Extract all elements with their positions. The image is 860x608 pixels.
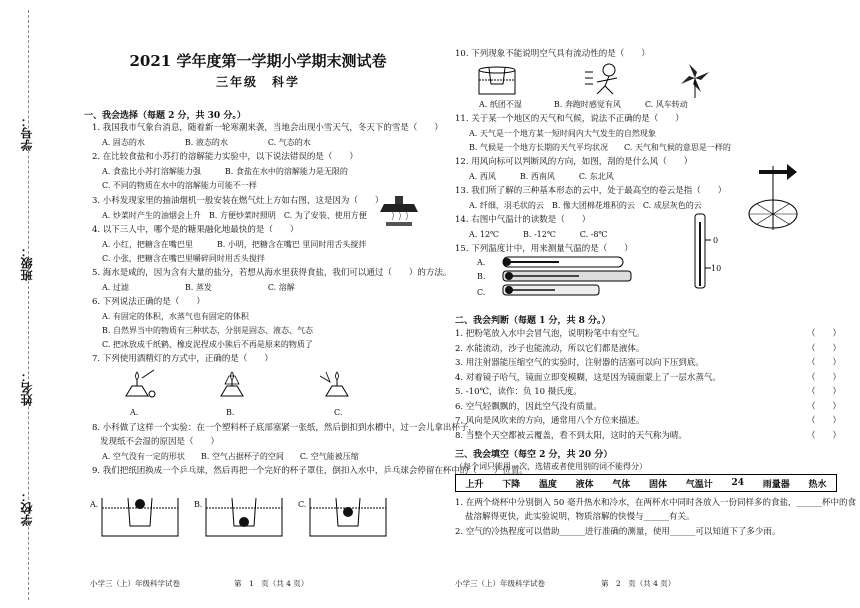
word-bank-item: 温度 bbox=[538, 479, 557, 490]
judgement-item bbox=[455, 386, 847, 399]
word-bank-item: 雨量器 bbox=[762, 479, 790, 490]
question-13-options: A. 纤细，羽毛状的云 B. 像大团棉花堆积的云 C. 成层灰色的云 bbox=[469, 201, 702, 210]
question-8: 8. 小科做了这样一个实验：在一个塑料杯子底部塞紧一张纸，然后倒扣到水槽中，过一会儿拿出杯子， bbox=[92, 423, 477, 433]
question-5-options: A. 过滤 B. 蒸发 C. 溶解 bbox=[102, 283, 295, 292]
question-11: 11. 关于某一个地区的天气和气候，说法不正确的是（ ） bbox=[455, 114, 684, 124]
question-11-options-bc: B. 气候是一个地方长期的天气平均状况 C. 天气和气候的意思是一样的 bbox=[469, 143, 731, 152]
question-4-option-c: C. 小张，把糖含在嘴巴里嚼碎同时用舌头搅拌 bbox=[102, 254, 265, 263]
fill-question-1-line2: 盐溶解得更快，此实验说明，物质溶解的快慢与______有关。 bbox=[465, 512, 695, 522]
answer-bracket[interactable]: （ ） bbox=[806, 401, 841, 412]
range-hood-figure bbox=[378, 196, 420, 230]
section-2-title: 二、我会判断（每题 1 分，共 8 分。） bbox=[455, 316, 611, 326]
question-2-option-c: C. 不同的物质在水中的溶解能力可能不一样 bbox=[102, 181, 257, 190]
question-2-options-ab: A. 食盐比小苏打溶解能力强 B. 食盐在水中的溶解能力是无限的 bbox=[102, 167, 348, 176]
alcohol-lamp-a-figure bbox=[118, 368, 158, 400]
question-6: 6. 下列说法正确的是（ ） bbox=[92, 297, 205, 307]
question-12-options: A. 西风 B. 西南风 C. 东北风 bbox=[469, 172, 614, 181]
footer-left-page: 第 1 页（共 4 页） bbox=[234, 579, 309, 588]
question-9-label-b: B. bbox=[194, 500, 203, 509]
student-id-label: 学号： bbox=[20, 115, 34, 151]
fill-question-2: 2. 空气的冷热程度可以借助______进行准确的测量，使用______可以知道下了多少雨。 bbox=[455, 527, 781, 537]
question-9-label-a: A. bbox=[90, 500, 99, 509]
question-15-label-c: C. bbox=[477, 288, 486, 297]
question-7: 7. 下列使用酒精灯的方式中，正确的是（ ） bbox=[92, 354, 273, 364]
cup-in-water-a-figure bbox=[100, 496, 180, 538]
question-13: 13. 我们所了解的三种基本形态的云中，处于最高空的卷云是指（ ） bbox=[455, 186, 727, 196]
judgement-text: 6. 空气轻飘飘的，因此空气没有质量。 bbox=[455, 401, 602, 412]
judgement-text: 3. 用注射器能压缩空气的实验时，注射器的活塞可以向下压到底。 bbox=[455, 358, 704, 368]
word-bank-item: 下降 bbox=[502, 479, 521, 490]
question-14: 14. 右图中气温计的读数是（ ） bbox=[455, 215, 591, 225]
word-bank bbox=[455, 474, 837, 492]
answer-bracket[interactable]: （ ） bbox=[806, 430, 841, 441]
question-15-label-b: B. bbox=[477, 272, 486, 281]
question-15: 15. 下列温度计中，用来测量气温的是（ ） bbox=[455, 244, 633, 254]
question-7-label-c: C. bbox=[334, 408, 343, 417]
section-1-title: 一、我会选择（每题 2 分，共 30 分。） bbox=[84, 111, 246, 121]
question-9-label-c: C. bbox=[298, 500, 307, 509]
question-8-line2: 发现纸不会湿的原因是（ ） bbox=[100, 437, 220, 447]
word-bank-item: 气体 bbox=[612, 479, 631, 490]
question-4: 4. 以下三人中，哪个是的糖果融化地最快的是（ ） bbox=[92, 225, 299, 235]
question-6-option-b: B. 自然界当中的物质有三种状态，分别是固态、液态、气态 bbox=[102, 326, 313, 335]
binding-strip bbox=[0, 0, 60, 608]
fill-question-1-line1: 1. 在两个烧杯中分别倒入 50 毫升热水和冷水，在两杯水中同时各放入一份同样多的食盐，______杯中的食 bbox=[455, 498, 857, 508]
question-15-label-a: A. bbox=[477, 258, 486, 267]
judgement-text: 4. 对着镜子哈气，镜面立即变模糊，这是因为镜面蒙上了一层水蒸气。 bbox=[455, 372, 721, 383]
pinwheel-figure bbox=[675, 62, 715, 98]
judgement-item bbox=[455, 401, 847, 414]
vertical-thermometer-figure bbox=[691, 212, 727, 292]
judgement-item bbox=[455, 415, 847, 428]
alcohol-lamp-b-figure bbox=[213, 368, 253, 400]
word-bank-item: 液体 bbox=[575, 479, 594, 490]
judgement-item bbox=[455, 328, 847, 341]
word-bank-item: 上升 bbox=[465, 479, 484, 490]
school-label: 学校： bbox=[20, 490, 34, 526]
question-8-options: A. 空气没有一定的形状 B. 空气占据杯子的空间 C. 空气能被压缩 bbox=[102, 452, 359, 461]
word-bank-item: 24 bbox=[731, 478, 745, 488]
alcohol-lamp-c-figure bbox=[318, 368, 358, 400]
judgement-text: 7. 风向是风吹来的方向，通常用八个方位来描述。 bbox=[455, 416, 645, 426]
exam-title: 2021 学年度第一学期小学期末测试卷 bbox=[129, 52, 387, 70]
question-3: 3. 小科发现家里的抽油烟机一般安装在燃气灶上方如右图，这是因为（ ） bbox=[92, 196, 384, 206]
answer-bracket[interactable]: （ ） bbox=[806, 372, 841, 383]
judgement-item bbox=[455, 343, 847, 356]
cup-in-water-c-figure bbox=[308, 496, 388, 538]
thermometer-tick-0: 0 bbox=[713, 236, 719, 245]
question-5: 5. 海水是咸的，因为含有大量的盐分，若想从海水里获得食盐，我们可以通过（ ）的方法。 bbox=[92, 268, 452, 278]
question-1-options: A. 固态的水 B. 液态的水 C. 气态的水 bbox=[102, 138, 311, 147]
answer-bracket[interactable]: （ ） bbox=[806, 343, 841, 354]
question-14-options: A. 12℃ B. -12℃ C. -8℃ bbox=[469, 230, 608, 239]
judgement-text: 8. 当整个天空都被云覆盖，看不到太阳，这时的天气称为晴。 bbox=[455, 430, 687, 441]
question-12: 12. 用风向标可以判断风的方向，如图，刮的是什么风（ ） bbox=[455, 157, 693, 167]
word-bank-item: 固体 bbox=[649, 479, 668, 490]
cup-in-water-b-figure bbox=[204, 496, 284, 538]
footer-right-title: 小学三（上）年级科学试卷 bbox=[455, 579, 545, 588]
judgement-text: 2. 水能流动，沙子也能流动，所以它们都是液体。 bbox=[455, 343, 645, 354]
footer-left-title: 小学三（上）年级科学试卷 bbox=[90, 579, 180, 588]
question-2: 2. 在比较食盐和小苏打的溶解能力实验中，以下说法错误的是（ ） bbox=[92, 152, 358, 162]
question-10-options: A. 纸团不湿 B. 奔跑时感觉有风 C. 风车转动 bbox=[479, 100, 688, 109]
question-1: 1. 我国我市气象台消息，随着新一轮寒潮来袭，当地会出现小雪天气，冬天下的雪是（ ） bbox=[92, 123, 443, 133]
running-boy-figure bbox=[583, 62, 629, 98]
judgement-item bbox=[455, 372, 847, 385]
thermometer-tick-10: 10 bbox=[711, 264, 722, 273]
exam-subtitle: 三年级 科学 bbox=[215, 75, 300, 89]
question-3-options: A. 炒菜时产生的油烟会上升 B. 方便炒菜时照明 C. 为了安装、使用方便 bbox=[102, 211, 367, 220]
judgement-text: 5. -10℃，读作：负 10 摄氏度。 bbox=[455, 387, 582, 397]
judgement-item bbox=[455, 430, 847, 443]
question-6-option-c: C. 把冰放成千纸鹤、橡皮泥捏成小熊后不再是原来的物质了 bbox=[102, 340, 313, 349]
question-6-option-a: A. 有固定的体积，水蒸气也有固定的体积 bbox=[102, 312, 249, 321]
answer-bracket[interactable]: （ ） bbox=[806, 416, 841, 426]
footer-right-page: 第 2 页（共 4 页） bbox=[601, 579, 676, 588]
section-3-note: （每个词只能用一次，选错或者使用别的词不能得分） bbox=[455, 462, 647, 471]
word-bank-item: 热水 bbox=[808, 479, 827, 490]
thermometers-figure bbox=[499, 255, 679, 299]
answer-bracket[interactable]: （ ） bbox=[806, 387, 841, 397]
wind-vane-figure bbox=[745, 160, 801, 236]
question-11-option-a: A. 天气是一个地方某一短时间内大气发生的自然现象 bbox=[469, 129, 656, 138]
paper-cup-tank-figure bbox=[475, 64, 519, 98]
answer-bracket[interactable]: （ ） bbox=[806, 358, 841, 368]
answer-bracket[interactable]: （ ） bbox=[806, 329, 841, 339]
question-7-label-b: B. bbox=[226, 408, 235, 417]
word-bank-item: 气温计 bbox=[685, 479, 713, 490]
name-label: 姓名： bbox=[20, 370, 34, 406]
judgement-text: 1. 把粉笔放入水中会冒气泡，说明粉笔中有空气。 bbox=[455, 329, 645, 339]
class-label: 班级： bbox=[20, 245, 34, 281]
question-9: 9. 我们把纸团换成一个乒乓球，然后再把一个完好的杯子罩住，倒扣入水中，乒乓球会停留在杯中的（ ）位置。 bbox=[92, 466, 528, 476]
question-7-label-a: A. bbox=[130, 408, 139, 417]
question-4-options-ab: A. 小红，把糖含在嘴巴里 B. 小明，把糖含在嘴巴 里同时用舌头搅拌 bbox=[102, 240, 367, 249]
judgement-item bbox=[455, 357, 847, 370]
question-10: 10. 下列现象不能说明空气具有流动性的是（ ） bbox=[455, 49, 650, 59]
section-3-title: 三、我会填空（每空 2 分，共 20 分） bbox=[455, 450, 613, 460]
